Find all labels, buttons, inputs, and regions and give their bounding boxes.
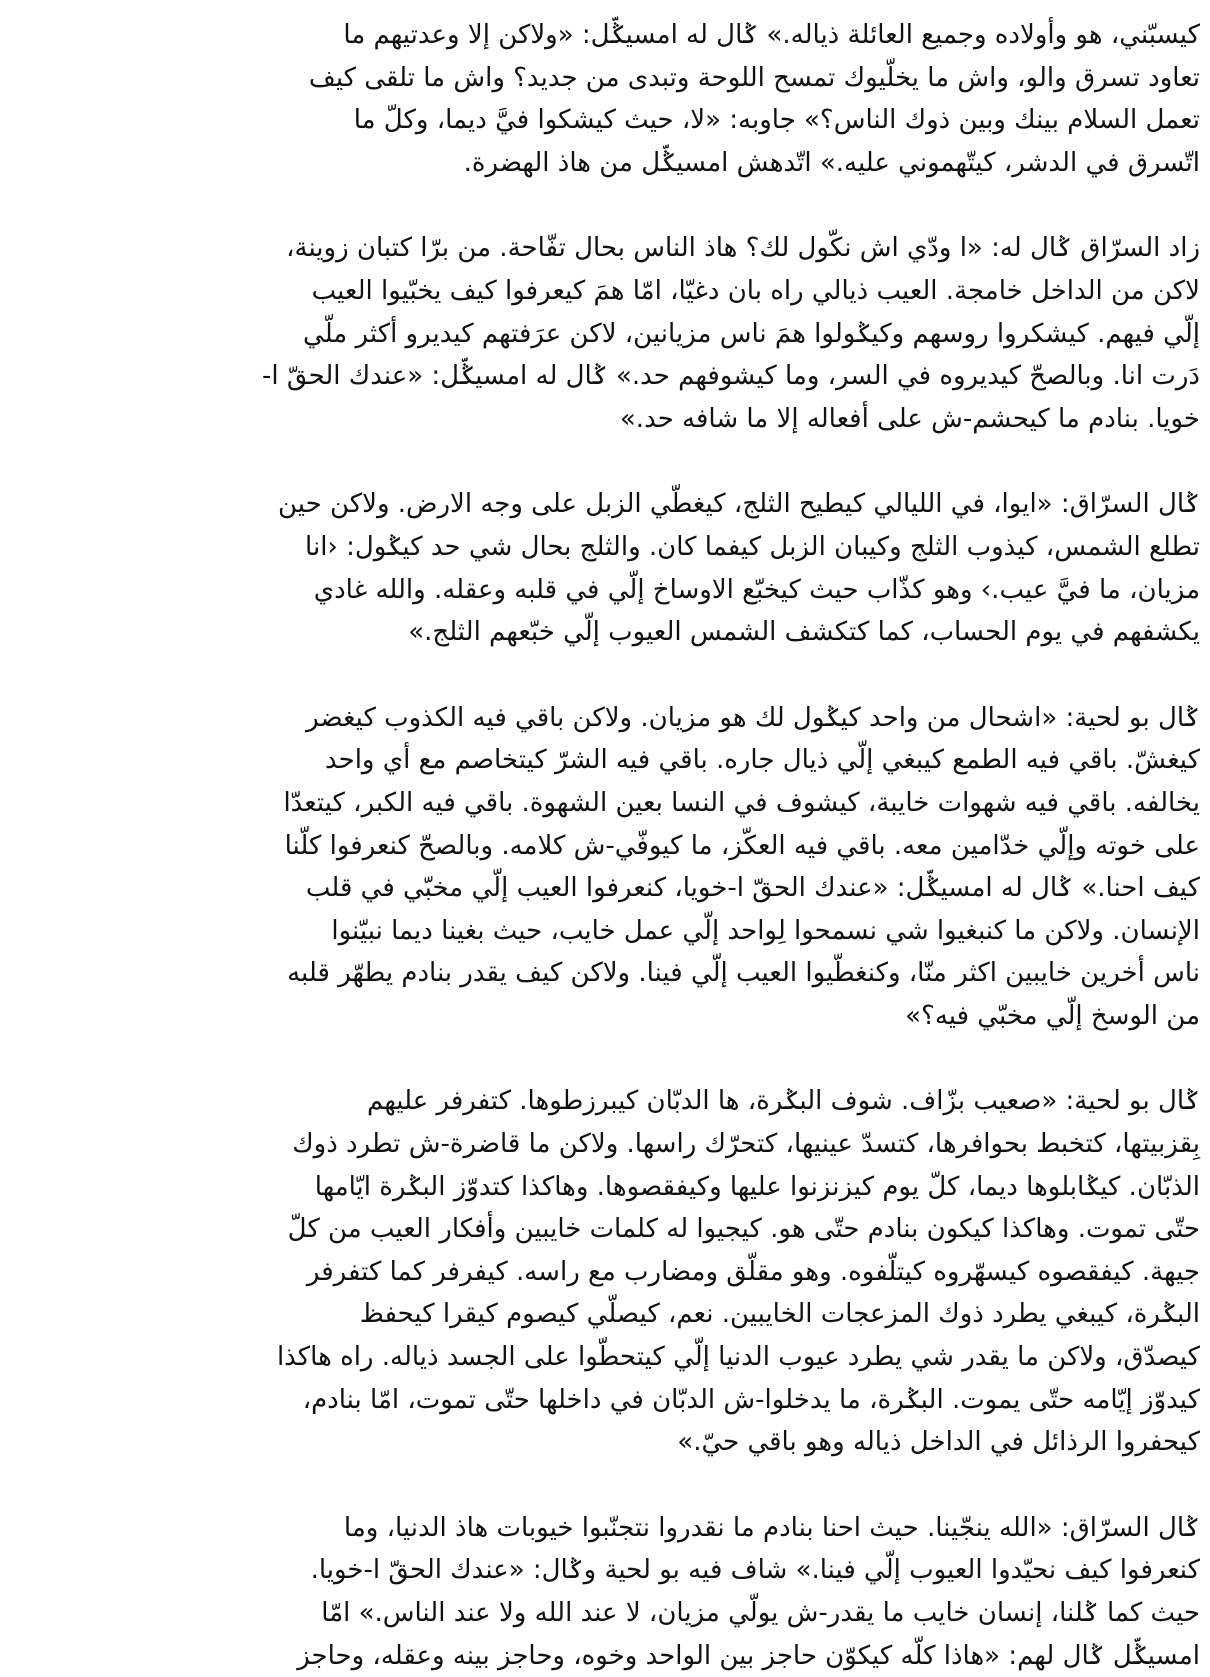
text-line: يخالفه. باقي فيه شهوات خايبة، كيشوف في النسا بعين الشهوة. باقي فيه الكبر، كيتعدّا	[283, 787, 1200, 818]
text-line: ݣال بو لحية: «اشحال من واحد كيݣول لك هو مزيان. ولاكن باقي فيه الكذوب كيغضر	[306, 702, 1200, 733]
text-line: حتّى تموت. وهاكذا كيكون بنادم حتّى هو. كيجيوا له كلمات خايبين وأفكار العيب من كلّ	[287, 1214, 1200, 1245]
text-line: ݣال السرّاق: «ايوا، في الليالي كيطيح الثلج، كيغطّي الزبل على وجه الارض. ولاكن حين	[277, 489, 1200, 520]
text-line: تطلع الشمس، كيذوب الثلج وكيبان الزبل كيفما كان. والثلج بحال شي حد كيݣول: ‹انا	[305, 531, 1200, 562]
text-line: زاد السرّاق ݣال له: «ا ودّي اش نكّول لك؟ هاذ الناس بحال تفّاحة. من برّا كتبان زوينة،	[286, 233, 1200, 264]
paragraph	[150, 14, 1200, 184]
text-line: حيث كما ݣلنا، إنسان خايب ما يقدر-ش يولّي مزيان، لا عند الله ولا عند الناس.» امّا	[321, 1598, 1200, 1628]
document-page	[150, 14, 1200, 1671]
text-line: ݣال بو لحية: «صعيب بزّاف. شوف البݣرة، ها الدبّان كيبرزطوها. كتفرفر عليهم	[367, 1086, 1200, 1117]
text-line: جيهة. كيفقصوه كيسهّروه كيتلّفوه. وهو مقلّق ومضارب مع راسه. كيفرفر كما كتفرفر	[306, 1256, 1200, 1287]
text-line: كنعرفوا كيف نحيّدوا العيوب إلّي فينا.» شاف فيه بو لحية وݣال: «عندك الحقّ ا-خويا.	[310, 1555, 1200, 1586]
text-line: كيدوّز إيّامه حتّى يموت. البݣرة، ما يدخلوا-ش الدبّان في داخلها حتّى تموت، امّا بنادم،	[302, 1384, 1200, 1415]
text-line: يكشفهم في يوم الحساب، كما كتكشف الشمس العيوب إلّي خبّعهم الثلج.»	[408, 617, 1200, 648]
paragraph	[150, 227, 1200, 440]
text-line: دَرت انا. وبالصحّ كيديروه في السر، وما كيشوفهم حد.» ݣال له امسيݣّل: «عندك الحقّ ا-	[262, 361, 1200, 392]
text-line: خويا. بنادم ما كيحشم-ش على أفعاله إلا ما شافه حد.»	[619, 403, 1200, 434]
text-line: ناس أخرين خايبين اكثر منّا، وكنغطّيوا العيب إلّي فينا. ولاكن كيف يقدر بنادم يطهّر قلبه	[287, 958, 1200, 989]
text-line: البݣرة، كيبغي يطرد ذوك المزعجات الخايبين. نعم، كيصلّي كيصوم كيقرا كيحفظ	[359, 1299, 1200, 1330]
text-line: كيصدّق، ولاكن ما يقدر شي يطرد عيوب الدنيا إلّي كيتحطّوا على الجسد ذياله. راه هاكذا	[276, 1342, 1200, 1373]
text-line: بِقزبيتها، كتخبط بحوافرها، كتسدّ عينيها، كتحرّك راسها. ولاكن ما قاضرة-ش تطرد ذوك	[292, 1129, 1200, 1160]
text-line: اتّسرق في الدشر، كيتّهموني عليه.» اتّدهش امسيݣّل من هاذ الهضرة.	[463, 147, 1200, 178]
text-line: تعمل السلام بينك وبين ذوك الناس؟» جاوبه: «لا، حيث كيشكوا فيَّ ديما، وكلّ ما	[353, 105, 1200, 136]
text-line: إلّي فيهم. كيشكروا روسهم وكيݣولوا همَ ناس مزيانين، لاكن عرَفتهم كيديرو أكثر ملّي	[303, 318, 1200, 349]
text-line: كيغشّ. باقي فيه الطمع كيبغي إلّي ذيال جاره. باقي فيه الشرّ كيتخاصم مع أي واحد	[324, 745, 1200, 776]
text-line: تعاود تسرق والو، واش ما يخلّيوك تمسح اللوحة وتبدى من جديد؟ واش ما تلقى كيف	[308, 62, 1200, 93]
text-line: الإنسان. ولاكن ما كنبغيوا شي نسمحوا لِواحد إلّي عمل خايب، حيث بغينا ديما نبيّنوا	[331, 915, 1200, 946]
text-line: ݣال السرّاق: «الله ينجّينا. حيث احنا بنادم ما نقدروا نتجنّبوا خيوبات هاذ الدنيا، وما	[343, 1512, 1200, 1543]
text-line: كيف احنا.» ݣال له امسيݣّل: «عندك الحقّ ا-خويا، كنعرفوا العيب إلّي مخبّي في قلب	[305, 873, 1200, 904]
text-line: من الوسخ إلّي مخبّي فيه؟»	[905, 1000, 1200, 1031]
paragraph	[150, 1507, 1200, 1677]
paragraph	[150, 483, 1200, 653]
text-line: على خوته وإلّي خدّامين معه. باقي فيه العكّز، ما كيوفّي-ش كلامه. وبالصحّ كنعرفوا كلّنا	[284, 830, 1200, 861]
paragraph	[150, 697, 1200, 1038]
text-line: الذبّان. كيݣابلوها ديما، كلّ يوم كيزنزنوا عليها وكيفقصوها. وهاكذا كتدوّز البݣرة ايّامها	[314, 1171, 1200, 1202]
text-line: مزيان، ما فيَّ عيب.› وهو كذّاب حيث كيخبّع الاوساخ إلّي في قلبه وعقله. والله غادي	[313, 574, 1200, 605]
text-line: لاكن من الداخل خامجة. العيب ذيالي راه بان دغيّا، امّا همَ كيعرفوا كيف يخبّيوا العيب	[311, 275, 1200, 306]
text-line: كيسبّني، هو وأولاده وجميع العائلة ذياله.» ݣال له امسيݣّل: «ولاكن إلا وعدتيهم ما	[343, 20, 1200, 50]
text-line: كيحفروا الرذائل في الداخل ذياله وهو باقي حيّ.»	[677, 1427, 1200, 1458]
text-line: امسيݣّل ݣال لهم: «هاذا كلّه كيكوّن حاجز بين الواحد وخوه، وحاجز بينه وعقله، وحاجز	[297, 1640, 1200, 1671]
paragraph	[150, 1080, 1200, 1463]
